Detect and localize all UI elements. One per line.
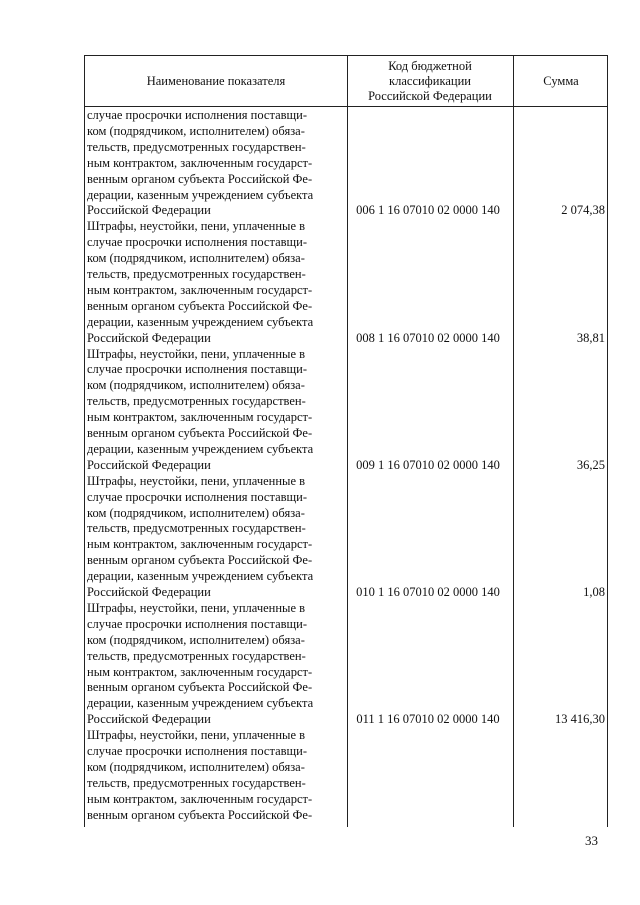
- name-line: ком (подрядчиком, исполнителем) обяза-: [87, 759, 305, 774]
- name-line: тельств, предусмотренных государствен-: [87, 394, 306, 409]
- name-line: Штрафы, неустойки, пени, уплаченные в: [87, 346, 306, 361]
- name-line: ком (подрядчиком, исполнителем) обяза-: [87, 123, 305, 138]
- name-line: Штрафы, неустойки, пени, уплаченные в: [87, 473, 306, 488]
- name-line: случае просрочки исполнения поставщи-: [87, 744, 308, 758]
- name-line: венным органом субъекта Российской Фе-: [87, 298, 313, 313]
- table-row-name: [87, 728, 345, 823]
- name-line: случае просрочки исполнения поставщи-: [87, 616, 308, 631]
- budget-table: [84, 55, 608, 827]
- table-row-sum: 36,25: [576, 457, 605, 472]
- name-line: Российской Федерации: [87, 203, 211, 218]
- table-row-code: 009 1 16 07010 02 0000 140: [356, 457, 500, 472]
- table-row-name: [87, 219, 345, 346]
- table-row-sum: 38,81: [576, 330, 605, 345]
- name-line: дерации, казенным учреждением субъекта: [87, 696, 314, 711]
- name-line: тельств, предусмотренных государствен-: [87, 521, 306, 536]
- name-line: ком (подрядчиком, исполнителем) обяза-: [87, 251, 305, 266]
- header-name: Наименование показателя: [146, 73, 286, 88]
- name-line: Штрафы, неустойки, пени, уплаченные в: [87, 219, 306, 234]
- name-line: венным органом субъекта Российской Фе-: [87, 680, 313, 695]
- name-line: ным контрактом, заключенным государст-: [87, 791, 313, 806]
- table-row-sum: 13 416,30: [555, 712, 605, 727]
- table-row-code: 011 1 16 07010 02 0000 140: [356, 712, 500, 727]
- header-code-line: Код бюджетной: [388, 58, 472, 73]
- name-line: дерации, казенным учреждением субъекта: [87, 187, 314, 202]
- table-row-name: [87, 108, 345, 219]
- table-row-code: 006 1 16 07010 02 0000 140: [356, 203, 500, 218]
- table-row-name: [87, 601, 345, 728]
- table-row-name: [87, 347, 345, 474]
- name-line: Российской Федерации: [87, 457, 211, 472]
- name-line: тельств, предусмотренных государствен-: [87, 648, 306, 663]
- name-line: дерации, казенным учреждением субъекта: [87, 314, 314, 329]
- name-line: Штрафы, неустойки, пени, уплаченные в: [87, 728, 306, 743]
- table-row-sum: 1,08: [583, 585, 605, 599]
- name-line: венным органом субъекта Российской Фе-: [87, 171, 313, 186]
- name-line: Российской Федерации: [87, 330, 211, 345]
- name-line: случае просрочки исполнения поставщи-: [87, 362, 308, 377]
- name-line: венным органом субъекта Российской Фе-: [87, 807, 313, 822]
- name-line: ком (подрядчиком, исполнителем) обяза-: [87, 505, 305, 520]
- name-line: случае просрочки исполнения поставщи-: [87, 108, 308, 122]
- table-row-code: 008 1 16 07010 02 0000 140: [356, 330, 500, 345]
- header-code-line: Российской Федерации: [368, 88, 492, 103]
- name-line: венным органом субъекта Российской Фе-: [87, 426, 313, 441]
- name-line: тельств, предусмотренных государствен-: [87, 267, 306, 282]
- name-line: Штрафы, неустойки, пени, уплаченные в: [87, 600, 306, 615]
- header-code: [347, 56, 513, 106]
- name-line: ком (подрядчиком, исполнителем) обяза-: [87, 378, 305, 393]
- name-line: Российской Федерации: [87, 585, 211, 600]
- name-line: Российской Федерации: [87, 712, 211, 727]
- name-line: дерации, казенным учреждением субъекта: [87, 441, 314, 456]
- name-line: тельств, предусмотренных государствен-: [87, 139, 306, 154]
- page-number: 33: [585, 833, 598, 848]
- name-line: ным контрактом, заключенным государст-: [87, 664, 313, 679]
- name-line: ком (подрядчиком, исполнителем) обяза-: [87, 632, 305, 647]
- name-line: венным органом субъекта Российской Фе-: [87, 553, 313, 568]
- table-row-code: 010 1 16 07010 02 0000 140: [356, 585, 500, 599]
- name-line: ным контрактом, заключенным государст-: [87, 155, 313, 170]
- name-line: ным контрактом, заключенным государст-: [87, 410, 313, 425]
- name-line: ным контрактом, заключенным государст-: [87, 282, 313, 297]
- table-row-sum: 2 074,38: [561, 203, 605, 218]
- name-line: ным контрактом, заключенным государст-: [87, 537, 313, 552]
- header-divider: [85, 106, 607, 107]
- table-row-name: [87, 474, 345, 601]
- name-line: тельств, предусмотренных государствен-: [87, 775, 306, 790]
- name-line: случае просрочки исполнения поставщи-: [87, 235, 308, 250]
- name-line: дерации, казенным учреждением субъекта: [87, 569, 314, 584]
- name-line: случае просрочки исполнения поставщи-: [87, 489, 308, 504]
- header-sum: Сумма: [543, 73, 579, 88]
- header-code-line: классификации: [389, 73, 471, 88]
